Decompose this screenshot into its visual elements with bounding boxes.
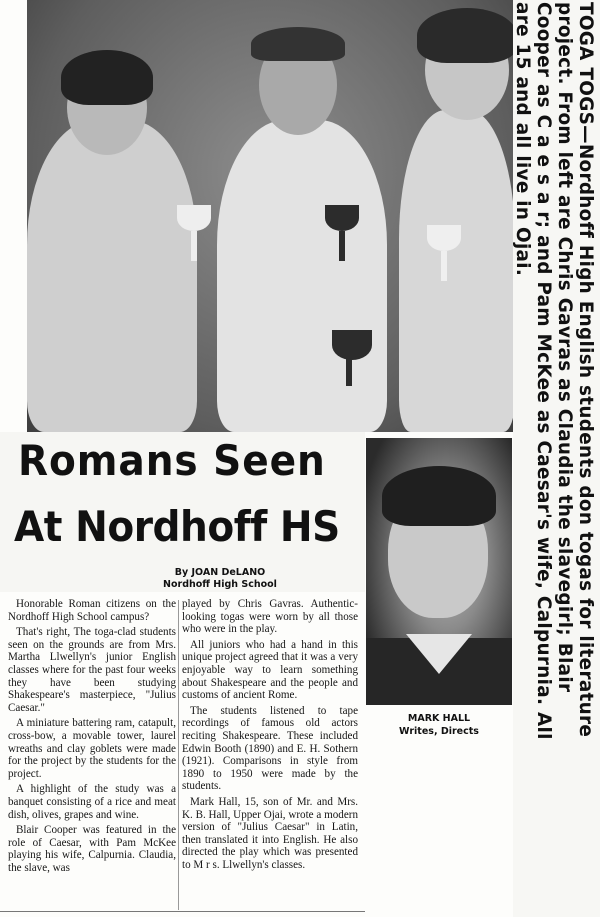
article-paragraph: Blair Cooper was featured in the role of Caesar, with Pam McKee playing his wife, Calpurnia. Claudia, the slave, was [8, 824, 176, 874]
student-figure-left [27, 120, 197, 432]
goblet-icon [177, 205, 211, 231]
article-paragraph: A highlight of the study was a banquet consisting of a rice and meat dish, olives, grapes and wine. [8, 783, 176, 821]
byline-author: By JOAN DeLANO [174, 567, 266, 578]
goblet-icon [332, 330, 372, 360]
article-column-right [182, 598, 358, 874]
photo-caption: TOGA TOGS—Nordhoff High English students don togas for literature project. From left are Chris Gavras as Claudia the slavegirl; Blair Cooper as C a e s a r; and Pam McKee as Caesar's wife, Calpurnia. All are 15 and all live in Ojai. [512, 2, 596, 740]
portrait-role: Writes, Directs [399, 726, 479, 737]
article-paragraph: played by Chris Gavras. Authentic-looking togas were worn by all those who were in the play. [182, 598, 358, 636]
article-column-left [8, 598, 176, 877]
headline-line-1: Romans Seen [18, 436, 326, 485]
toga-students-photo [27, 0, 515, 432]
student-figure-middle [217, 120, 387, 432]
article-paragraph: A miniature battering ram, catapult, cross-bow, a movable tower, laurel wreaths and clay goblets were made for the project by the students for the project. [8, 717, 176, 780]
goblet-icon [325, 205, 359, 231]
student-head-left [67, 60, 147, 155]
article-paragraph: The students listened to tape recordings of famous old actors reciting Shakespeare. These included Edwin Booth (1890) and E. H. Sothern (1921). Comparisons in style from 1890 to 1950 were made by the students. [182, 704, 358, 793]
student-head-right [425, 20, 509, 120]
article-paragraph: All juniors who had a hand in this unique project agreed that it was a very enjoyable way to learn something about Shakespeare and the people and customs of ancient Rome. [182, 638, 358, 702]
student-figure-right [399, 110, 515, 432]
article-paragraph: That's right, The toga-clad students seen on the grounds are from Mrs. Martha Llwellyn's junior English classes where for the past four weeks they have been studying Shakespeare's masterpiece, "Julius Caesar." [8, 626, 176, 714]
byline-school: Nordhoff High School [163, 579, 277, 590]
bottom-rule [0, 911, 365, 912]
article-paragraph: Mark Hall, 15, son of Mr. and Mrs. K. B. Hall, Upper Ojai, wrote a modern version of "Julius Caesar" in Latin, then translated it into English. He also directed the play which was presented to M r s. Llwellyn's classes. [182, 795, 358, 871]
goblet-icon [427, 225, 461, 251]
byline [120, 567, 320, 591]
column-divider [178, 600, 179, 910]
article-paragraph: Honorable Roman citizens on the Nordhoff High School campus? [8, 598, 176, 623]
headline-line-2: At Nordhoff HS [14, 502, 340, 551]
mark-hall-portrait [366, 438, 512, 705]
student-head-middle [259, 35, 337, 135]
portrait-name: MARK HALL [407, 713, 471, 724]
portrait-caption [366, 712, 512, 738]
